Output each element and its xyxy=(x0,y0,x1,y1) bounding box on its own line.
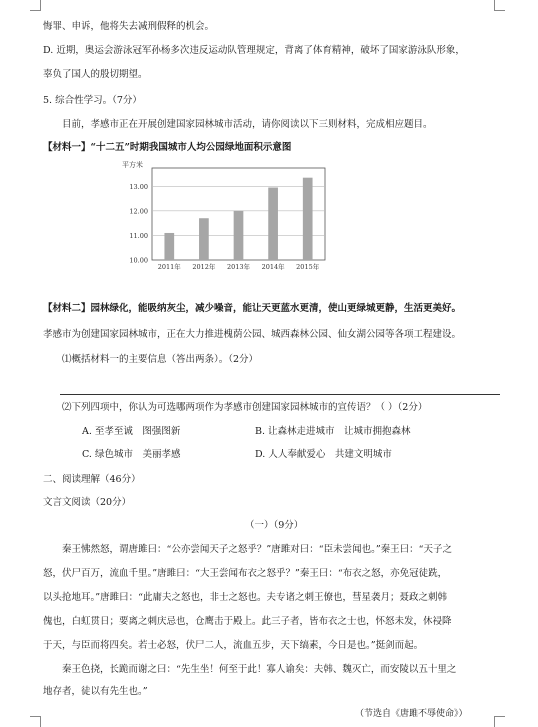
y-axis-unit-label: 平方米 xyxy=(122,161,143,169)
answer-line xyxy=(60,394,500,395)
x-tick-label: 2014年 xyxy=(261,263,285,271)
crop-mark-top-left xyxy=(30,0,41,11)
section-heading: 二、阅读理解（46分） xyxy=(43,474,141,485)
passage-line: 地存者，徒以有先生也。” xyxy=(43,686,148,697)
material-1-title: 【材料一】“十二五”时期我国城市人均公园绿地面积示意图 xyxy=(43,142,292,153)
bar-chart xyxy=(110,160,335,280)
passage-number: （一）（9分） xyxy=(245,520,304,531)
subquestion-1: ⑴概括材料一的主要信息（答出两条）。（2分） xyxy=(62,354,259,365)
passage-line: 怒，伏尸百万，流血千里。”唐雎曰：“大王尝闻布衣之怒乎？”秦王曰：“布衣之怒，亦免冠徒跣， xyxy=(43,568,448,579)
passage-line: 以头抢地耳。”唐雎曰：“此庸夫之怒也，非士之怒也。夫专诸之刺王僚也，彗星袭月；聂政之刺韩 xyxy=(43,592,447,603)
option-a: A. 至孝至诚 图强图新 xyxy=(82,426,181,437)
y-tick-label: 13.00 xyxy=(129,182,148,191)
material-2-paragraph: 孝感市为创建国家园林城市，正在大力推进槐荫公园、城西森林公园、仙女湖公园等各项工程建设。 xyxy=(43,329,462,340)
source-citation: （节选自《唐雎不辱使命》） xyxy=(355,709,468,719)
subsection-heading: 文言文阅读（20分） xyxy=(43,497,132,508)
crop-mark-bottom-right xyxy=(494,716,505,727)
question-5-heading: 5. 综合性学习。（7分） xyxy=(43,95,142,106)
x-tick-label: 2012年 xyxy=(192,263,216,271)
y-tick-label: 11.00 xyxy=(129,231,148,240)
bar xyxy=(303,178,313,260)
passage-line: 秦王怫然怒，谓唐雎曰：“公亦尝闻天子之怒乎？”唐雎对曰：“臣未尝闻也。”秦王曰：“天子之 xyxy=(62,544,453,555)
question-intro: 目前，孝感市正在开展创建国家园林城市活动，请你阅读以下三则材料，完成相应题目。 xyxy=(62,119,433,130)
subquestion-2: ⑵下列四项中，你认为可选哪两项作为孝感市创建国家园林城市的宣传语？（ ）（2分） xyxy=(62,402,428,413)
crop-mark-top-right xyxy=(494,0,505,11)
y-tick-label: 10.00 xyxy=(129,256,148,265)
crop-mark-bottom-left xyxy=(30,716,41,727)
option-d: D. 人人奉献爱心 共建文明城市 xyxy=(255,449,392,460)
bar xyxy=(164,233,174,260)
bar xyxy=(234,211,244,260)
option-c: C. 绿色城市 美丽孝感 xyxy=(82,449,181,460)
x-tick-label: 2015年 xyxy=(296,263,320,271)
text-line: 辜负了国人的殷切期望。 xyxy=(43,69,148,80)
text-line: 悔罪、申诉，他将失去减刑假释的机会。 xyxy=(43,21,215,32)
option-b: B. 让森林走进城市 让城市拥抱森林 xyxy=(255,426,411,437)
bar xyxy=(199,218,209,260)
passage-line: 秦王色挠，长跪而谢之曰：“先生坐！何至于此！寡人谕矣：夫韩、魏灭亡，而安陵以五十里之 xyxy=(62,664,457,675)
option-d-paragraph: D. 近期，奥运会游泳冠军孙杨多次违反运动队管理规定，背离了体育精神，破坏了国家游泳队形象， xyxy=(43,45,465,56)
material-2-paragraph: 【材料二】园林绿化，能吸纳灰尘，减少噪音，能让天更蓝水更清，使山更绿城更静，生活更美好。 xyxy=(43,303,462,314)
passage-line: 于天，与臣而将四矣。若士必怒，伏尸二人，流血五步，天下缟素，今日是也。”挺剑而起。 xyxy=(43,640,424,651)
x-tick-label: 2013年 xyxy=(226,263,251,271)
passage-line: 傀也，白虹贯日；要离之刺庆忌也，仓鹰击于殿上。此三子者，皆布衣之士也，怀怒未发，休祲降 xyxy=(43,616,452,627)
chart-canvas xyxy=(110,160,335,280)
y-tick-label: 12.00 xyxy=(129,207,148,216)
x-tick-label: 2011年 xyxy=(157,263,181,271)
bar xyxy=(268,188,278,260)
